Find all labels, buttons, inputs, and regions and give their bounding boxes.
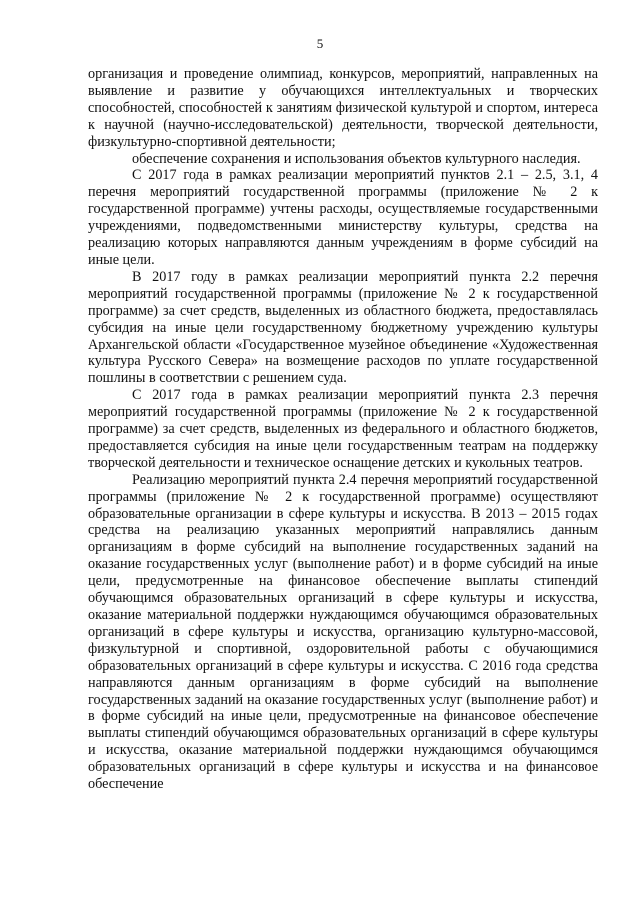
paragraph-olympiads: организация и проведение олимпиад, конкурсов, мероприятий, направленных на выявление и развитие у обучающихся интеллектуальных и творческих способностей, способностей к занятиям физической культурой и спортом, интереса к научной (научно-исследовательской) деятельности, творческой деятельности, физкультурно-спортивной деятельности; xyxy=(88,66,598,150)
paragraph-2017-expenses: С 2017 года в рамках реализации мероприятий пунктов 2.1 – 2.5, 3.1, 4 перечня мероприятий государственной программы (приложение № 2 к государственной программе) учтены расходы, осуществляемые государственными учреждениями, подведомственными министерству культуры, средства на реализацию которых направляются данным учреждениям в форме субсидий на иные цели. xyxy=(88,167,598,268)
paragraph-2017-museum-subsidy: В 2017 году в рамках реализации мероприятий пункта 2.2 перечня мероприятий государственной программы (приложение № 2 к государственной программе) за счет средств, выделенных из областного бюджета, предоставлялась субсидия на иные цели государственному бюджетному учреждению культуры Архангельской области «Государственное музейное объединение «Художественная культура Русского Севера» на возмещение расходов по уплате государственной пошлины в соответствии с решением суда. xyxy=(88,268,598,387)
document-body xyxy=(88,66,598,793)
page-number: 5 xyxy=(316,36,324,51)
paragraph-heritage: обеспечение сохранения и использования объектов культурного наследия. xyxy=(132,150,581,167)
paragraph-educational-orgs: Реализацию мероприятий пункта 2.4 перечня мероприятий государственной программы (приложение № 2 к государственной программе) осуществляют образовательные организации в сфере культуры и искусства. В 2013 – 2015 годах средства на реализацию указанных мероприятий направлялись данным организациям в форме субсидий на выполнение государственных заданий на оказание государственных услуг (выполнение работ) и в форме субсидий на иные цели, предусмотренные на финансовое обеспечение выплаты стипендий обучающимся образовательных организаций в сфере культуры и искусства, оказание материальной поддержки нуждающимся обучающимся образовательных организаций в сфере культуры и искусства, организацию культурно-массовой, физкультурной и спортивной, оздоровительной работы с обучающимися образовательных организаций в сфере культуры и искусства. С 2016 года средства направляются данным организациям в форме субсидий на выполнение государственных заданий на оказание государственных услуг (выполнение работ) и в форме субсидий на иные цели, предусмотренные на финансовое обеспечение выплаты стипендий обучающимся образовательных организаций в сфере культуры и искусства, оказание материальной поддержки нуждающимся обучающимся образовательных организаций в сфере культуры и искусства и на финансовое обеспечение xyxy=(88,471,598,793)
paragraph-2017-theatres: С 2017 года в рамках реализации мероприятий пункта 2.3 перечня мероприятий государственной программы (приложение № 2 к государственной программе) за счет средств, выделенных из федерального и областного бюджетов, предоставляется субсидия на иные цели государственным театрам на поддержку творческой деятельности и техническое оснащение детских и кукольных театров. xyxy=(88,387,598,471)
